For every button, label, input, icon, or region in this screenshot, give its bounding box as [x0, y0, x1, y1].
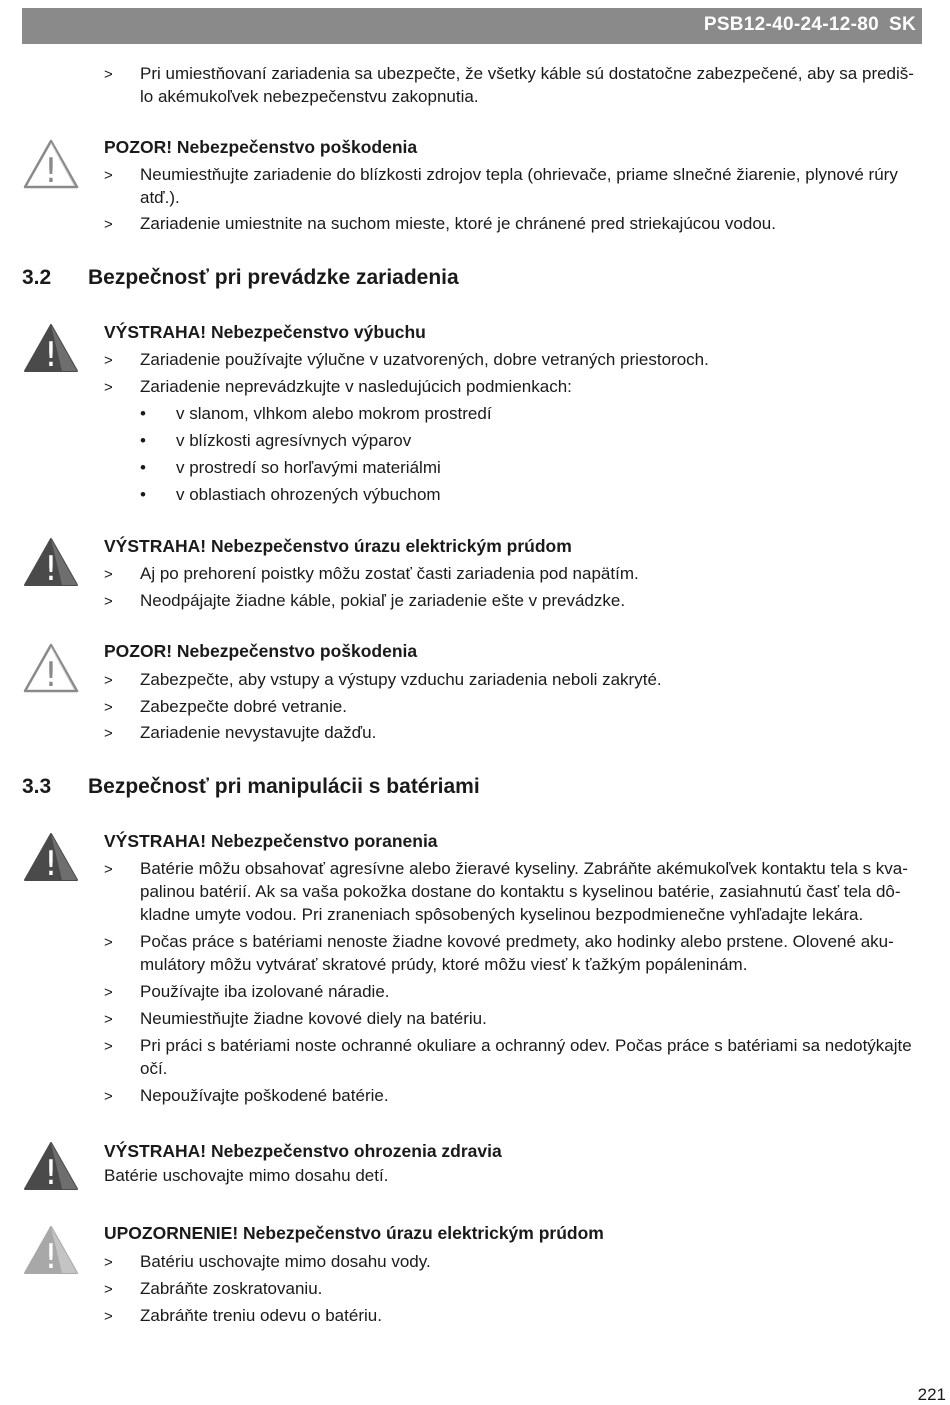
- notice-1-title: POZOR! Nebezpečenstvo poškodenia: [104, 137, 418, 157]
- warning-4-text: Batérie uschovajte mimo dosahu detí.: [104, 1166, 389, 1185]
- bullet-item: • v slanom, vlhkom alebo mokrom prostredí: [140, 404, 492, 423]
- list-item: > Neodpájajte žiadne káble, pokiaľ je zariadenie ešte v prevádzke.: [104, 591, 626, 610]
- list-item: > Batérie môžu obsahovať agresívne alebo žieravé kyseliny. Zabráňte akémukoľvek kontaktu tela s kva- palinou batérií. Ak sa vaša pokožka dostane do kontaktu s kyselinou batérie, zasiahnutú časť tela dô- kladne umyte vodou. Pri zraneniach spôsobených kyselinou bezpodmienečne vyhľadajte lekára.: [104, 859, 908, 924]
- section-title: Bezpečnosť pri manipulácii s batériami: [88, 775, 480, 798]
- svg-text:!: !: [44, 844, 58, 883]
- warning-outline-icon: [22, 642, 80, 694]
- svg-text:!: !: [44, 151, 58, 190]
- header-bar: [22, 8, 922, 44]
- list-item: > Nepoužívajte poškodené batérie.: [104, 1086, 389, 1105]
- notice-2-title: POZOR! Nebezpečenstvo poškodenia: [104, 641, 418, 661]
- warning-4-title: VÝSTRAHA! Nebezpečenstvo ohrozenia zdravia: [104, 1141, 502, 1161]
- list-item: > Zabezpečte dobré vetranie.: [104, 697, 347, 716]
- svg-text:!: !: [44, 335, 58, 374]
- intro-item-1: Pri umiestňovaní zariadenia sa ubezpečte, že všetky káble sú dostatočne zabezpečené, aby sa prediš- lo akémukoľvek nebezpečenstvu zakopnutia.: [140, 64, 914, 106]
- list-item: > Zabezpečte, aby vstupy a výstupy vzduchu zariadenia neboli zakryté.: [104, 670, 662, 689]
- section-number: 3.2: [22, 266, 52, 289]
- list-item: > Batériu uschovajte mimo dosahu vody.: [104, 1252, 431, 1271]
- bullet-item: • v blízkosti agresívnych výparov: [140, 431, 412, 450]
- list-item: > Aj po prehorení poistky môžu zostať časti zariadenia pod napätím.: [104, 564, 639, 583]
- list-item: > Počas práce s batériami nenoste žiadne kovové predmety, ako hodinky alebo prstene. Olovené aku- mulátory môžu vytvárať skratové prúdy, ktoré môžu viesť k ťažkým popáleninám.: [104, 932, 894, 974]
- warning-1-title: VÝSTRAHA! Nebezpečenstvo výbuchu: [104, 322, 426, 342]
- list-item: > Neumiestňujte žiadne kovové diely na batériu.: [104, 1009, 487, 1028]
- list-item: > Pri umiestňovaní zariadenia sa ubezpečte, že všetky káble sú dostatočne zabezpečené, aby sa prediš- lo akémukoľvek nebezpečenstvu zakopnutia.: [104, 62, 924, 108]
- list-item: > Zabráňte treniu odevu o batériu.: [104, 1306, 382, 1325]
- list-item: > Pri práci s batériami noste ochranné okuliare a ochranný odev. Počas práce s batériami sa nedotýkajte očí.: [104, 1036, 912, 1078]
- section-title: Bezpečnosť pri prevádzke zariadenia: [88, 266, 459, 289]
- svg-text:!: !: [44, 549, 58, 588]
- list-item: > Používajte iba izolované náradie.: [104, 982, 390, 1001]
- bullet-item: • v prostredí so horľavými materiálmi: [140, 458, 441, 477]
- list-item: > Neumiestňujte zariadenie do blízkosti zdrojov tepla (ohrievače, priame slnečné žiarenie, plynové rúry atď.).: [104, 165, 898, 207]
- section-number: 3.3: [22, 775, 52, 798]
- model-name: PSB12-40-24-12-80: [703, 14, 879, 35]
- list-item: > Zariadenie umiestnite na suchom mieste, ktoré je chránené pred striekajúcou vodou.: [104, 214, 776, 233]
- svg-text:!: !: [44, 1237, 58, 1276]
- warning-2-title: VÝSTRAHA! Nebezpečenstvo úrazu elektrickým prúdom: [104, 536, 572, 556]
- list-item: > Zabráňte zoskratovaniu.: [104, 1279, 323, 1298]
- bullet-item: • v oblastiach ohrozených výbuchom: [140, 485, 441, 504]
- warning-outline-icon: [22, 138, 80, 190]
- warning-3-title: VÝSTRAHA! Nebezpečenstvo poranenia: [104, 831, 438, 851]
- warning-light-icon: [22, 1224, 80, 1276]
- list-item: > Zariadenie neprevádzkujte v nasledujúcich podmienkach:: [104, 377, 572, 396]
- page-number: 221: [917, 1385, 946, 1404]
- warning-dark-icon: [22, 536, 80, 588]
- header-title: [704, 14, 916, 36]
- caution-1-title: UPOZORNENIE! Nebezpečenstvo úrazu elektrickým prúdom: [104, 1223, 604, 1243]
- list-item: > Zariadenie používajte výlučne v uzatvorených, dobre vetraných priestoroch.: [104, 350, 709, 369]
- language-code: SK: [889, 14, 916, 35]
- list-item: > Zariadenie nevystavujte dažďu.: [104, 723, 377, 742]
- warning-dark-icon: [22, 1140, 80, 1192]
- warning-dark-icon: [22, 322, 80, 374]
- warning-dark-icon: [22, 831, 80, 883]
- svg-text:!: !: [44, 1153, 58, 1192]
- svg-text:!: !: [44, 655, 58, 694]
